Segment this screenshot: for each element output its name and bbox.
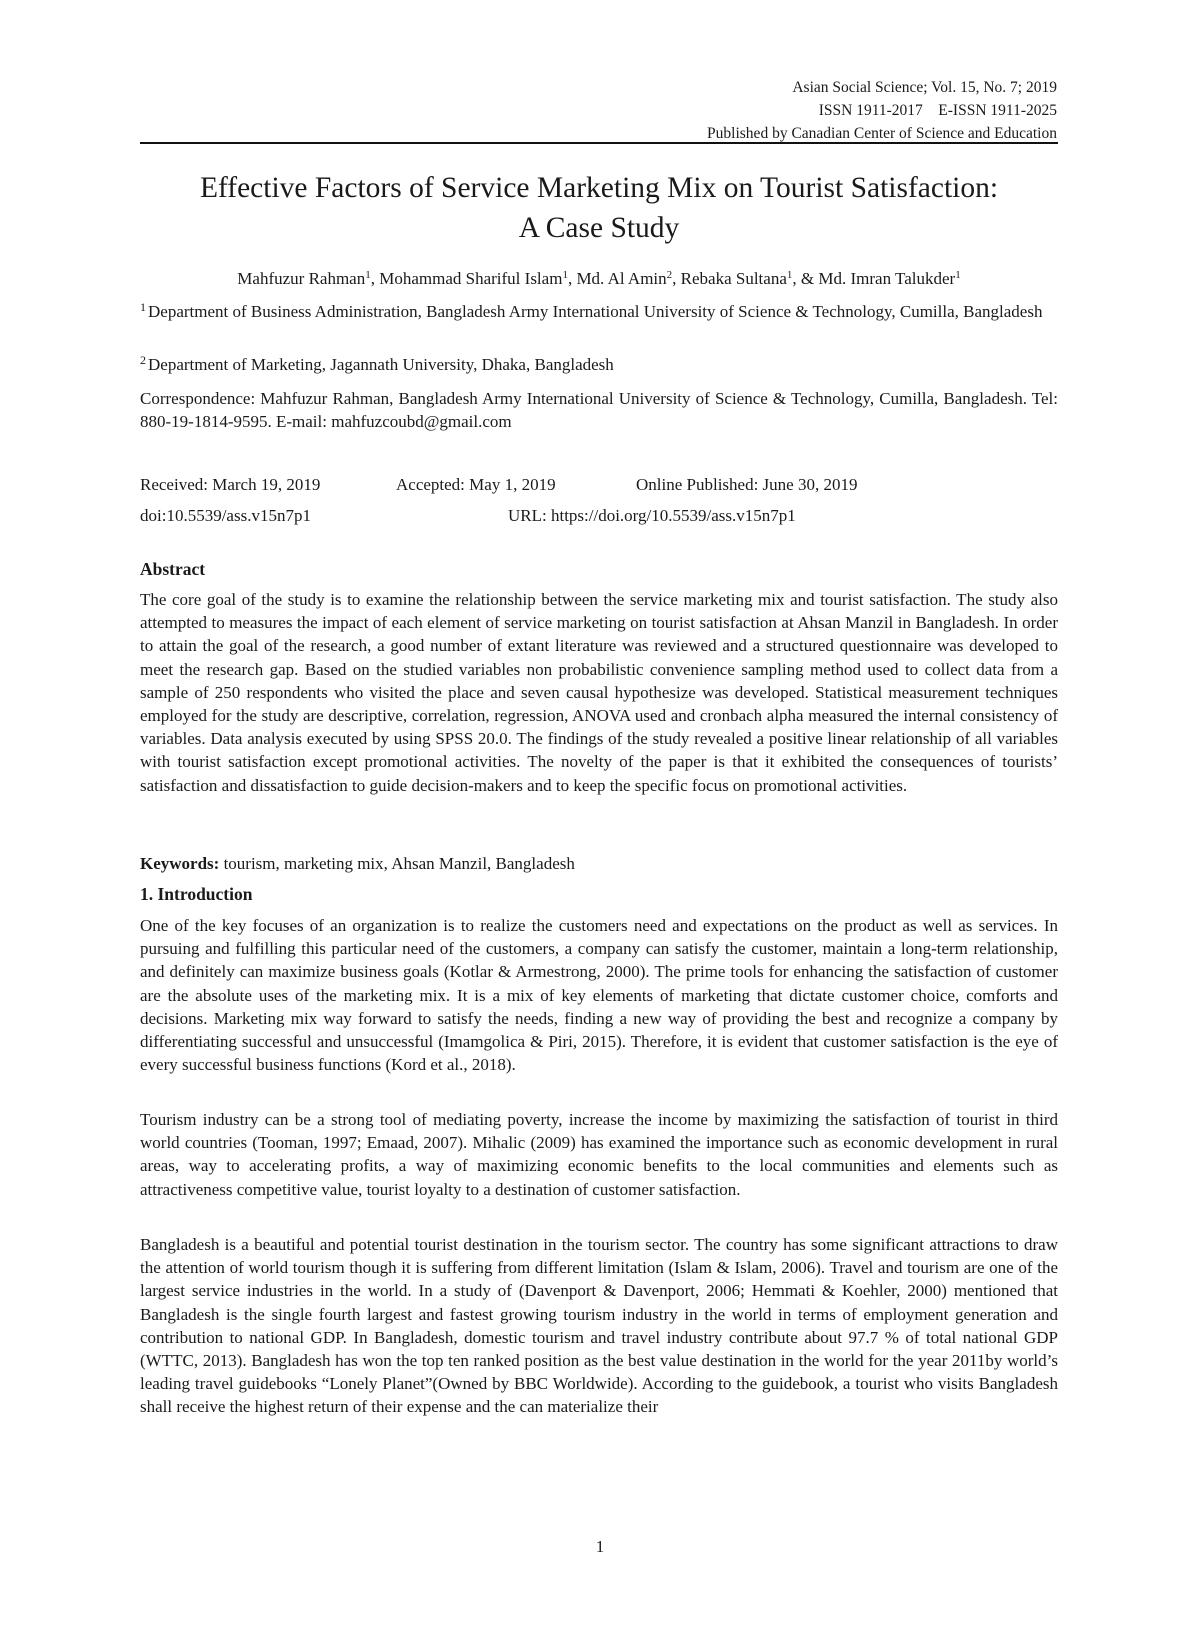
affiliation-2 (140, 353, 1058, 376)
abstract-text: The core goal of the study is to examine the relationship between the service marketing mix and tourist satisfaction. The study also attempted to measures the impact of each element of service marketing on tourist satisfaction at Ahsan Manzil in Bangladesh. In order to attain the goal of the research, a good number of extant literature was reviewed and a structured questionnaire was developed to meet the research gap. Based on the studied variables non probabilistic convenience sampling method used to collect data from a sample of 250 respondents who visited the place and seven causal hypothesize was developed. Statistical measurement techniques employed for the study are descriptive, correlation, regression, ANOVA used and cronbach alpha measured the internal consistency of variables. Data analysis executed by using SPSS 20.0. The findings of the study revealed a positive linear relationship of all variables with tourist satisfaction except promotional activities. The novelty of the paper is that it exhibited the consequences of tourists’ satisfaction and dissatisfaction to guide decision-makers and to keep the specific focus on promotional activities. (140, 590, 1058, 795)
author-affiliation-mark: 1 (562, 269, 568, 281)
keywords-label: Keywords: (140, 854, 220, 873)
author-list (140, 268, 1058, 290)
author-name: Md. Imran Talukder (818, 269, 956, 288)
journal-publisher: Published by Canadian Center of Science and Education (707, 125, 1057, 142)
intro-paragraph: One of the key focuses of an organization is to realize the customers need and expectations on the product as well as services. In pursuing and fulfilling this particular need of the customers, a company can satisfy the customer, maintain a long-term relationship, and definitely can maximize business goals (Kotlar & Armestrong, 2000). The prime tools for enhancing the satisfaction of customer are the absolute uses of the marketing mix. It is a mix of key elements of marketing that dictate customer choice, comforts and decisions. Marketing mix way forward to satisfy the needs, finding a new way of providing the best and recognize a company by differentiating successful and unsuccessful (Imamgolica & Piri, 2015). Therefore, it is evident that customer satisfaction is the eye of every successful business functions (Kord et al., 2018). (140, 916, 1058, 1075)
received-date: Received: March 19, 2019 (140, 475, 321, 494)
affiliation-text: Department of Marketing, Jagannath University, Dhaka, Bangladesh (148, 355, 614, 374)
journal-header (707, 76, 1057, 145)
paper-title (140, 168, 1058, 248)
keywords (140, 852, 1058, 875)
author-affiliation-mark: 1 (365, 269, 371, 281)
intro-paragraph: Tourism industry can be a strong tool of mediating poverty, increase the income by maximizing the satisfaction of tourist in third world countries (Tooman, 1997; Emaad, 2007). Mihalic (2009) has examined the importance such as economic development in rural areas, way to accelerating profits, a way of maximizing economic benefits to the local communities and elements such as attractiveness competitive value, tourist loyalty to a destination of customer satisfaction. (140, 1110, 1058, 1199)
author-affiliation-mark: 1 (955, 269, 961, 281)
doi-url[interactable]: URL: https://doi.org/10.5539/ass.v15n7p1 (508, 506, 796, 525)
abstract-heading: Abstract (140, 559, 206, 579)
affiliation-text: Department of Business Administration, Bangladesh Army International University of Science & Technology, Cumilla, Bangladesh (148, 302, 1043, 321)
title-line-2: A Case Study (518, 212, 680, 244)
correspondence-text: Correspondence: Mahfuzur Rahman, Bangladesh Army International University of Science & Technology, Cumilla, Bangladesh. Tel: 880-19-1814-9595. E-mail: mahfuzcoubd@gmail.com (140, 389, 1058, 431)
title-line-1: Effective Factors of Service Marketing Mix on Tourist Satisfaction: (199, 172, 999, 204)
author-name: Md. Al Amin (576, 269, 667, 288)
affiliation-1 (140, 300, 1058, 323)
author-separator: , & (792, 269, 819, 288)
author-name: Mahfuzur Rahman (237, 269, 366, 288)
author-separator: , (370, 269, 380, 288)
correspondence (140, 387, 1058, 433)
author-name: Mohammad Shariful Islam (379, 269, 563, 288)
author-affiliation-mark: 2 (666, 269, 673, 281)
author-name: Rebaka Sultana (680, 269, 787, 288)
published-date: Online Published: June 30, 2019 (636, 475, 858, 494)
introduction-heading: 1. Introduction (140, 884, 253, 904)
keywords-text: tourism, marketing mix, Ahsan Manzil, Bangladesh (219, 854, 575, 873)
doi: doi:10.5539/ass.v15n7p1 (140, 506, 311, 525)
journal-citation: Asian Social Science; Vol. 15, No. 7; 2019 (792, 79, 1057, 96)
intro-paragraph: Bangladesh is a beautiful and potential tourist destination in the tourism sector. The country has some significant attractions to draw the attention of world tourism though it is suffering from different limitation (Islam & Islam, 2006). Travel and tourism are one of the largest service industries in the world. In a study of (Davenport & Davenport, 2006; Hemmati & Koehler, 2000) mentioned that Bangladesh is the single fourth largest and fastest growing tourism industry in the world in terms of employment generation and contribution to national GDP. In Bangladesh, domestic tourism and travel industry contribute about 97.7 % of total national GDP (WTTC, 2013). Bangladesh has won the top ten ranked position as the best value destination in the world for the year 2011by world’s leading travel guidebooks “Lonely Planet”(Owned by BBC Worldwide). According to the guidebook, a tourist who visits Bangladesh shall receive the highest return of their expense and the can materialize their (140, 1235, 1058, 1417)
page-number: 1 (595, 1537, 605, 1556)
accepted-date: Accepted: May 1, 2019 (396, 475, 556, 494)
author-separator: , (672, 269, 681, 288)
author-affiliation-mark: 1 (786, 269, 793, 281)
author-separator: , (567, 269, 577, 288)
journal-issn: ISSN 1911-2017 E-ISSN 1911-2025 (818, 102, 1057, 119)
affiliation-number: 1 (140, 300, 146, 314)
header-rule (140, 142, 1058, 144)
affiliation-number: 2 (140, 353, 146, 367)
